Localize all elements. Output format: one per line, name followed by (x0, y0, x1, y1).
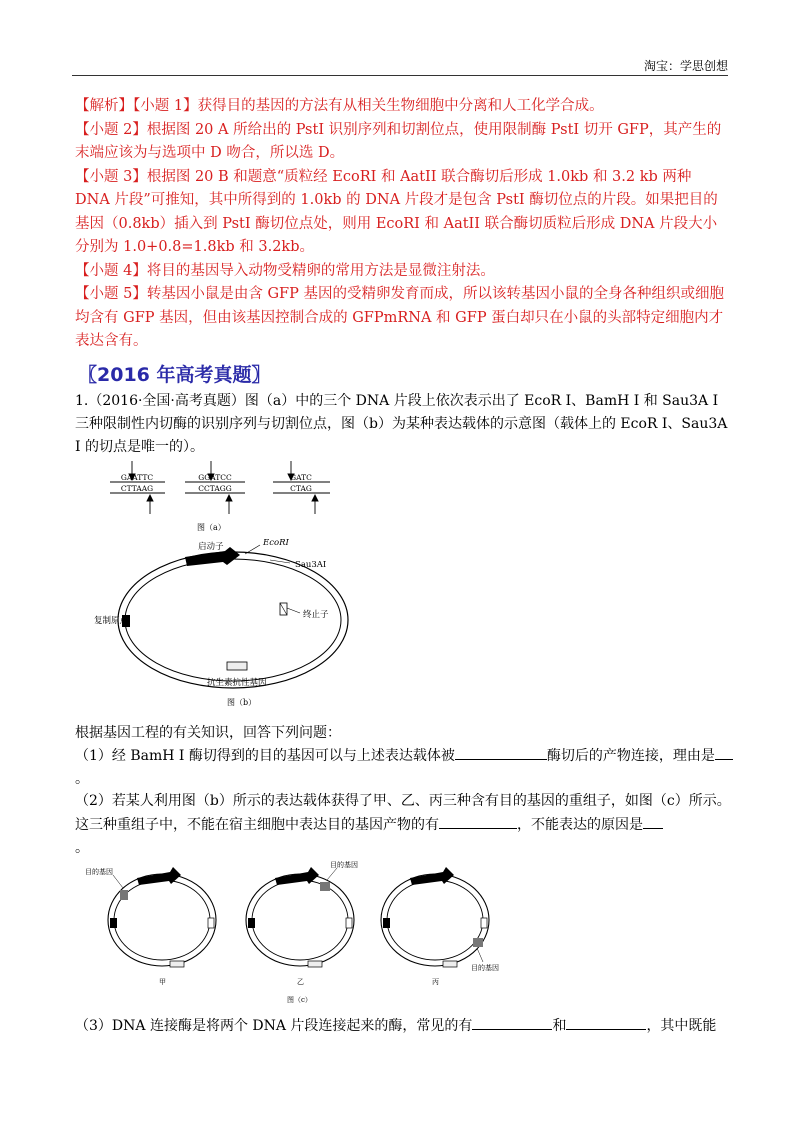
subquestion-2: （2）若某人利用图（b）所示的表达载体获得了甲、乙、丙三种含有目的基因的重组子，如图（c）所示。这三种重组子中，不能在宿主细胞中表达目的基因产物的有 ，不能表达的原因是 。 (75, 793, 731, 856)
gene-label-bing: 目的基因 (471, 964, 499, 972)
analysis-line-2: 【小题 2】根据图 20 A 所给出的 PstI 识别序列和切割位点，使用限制酶 PstI 切开 GFP，其产生的末端应该为与选项中 D 吻合，所以选 D。 (75, 121, 722, 161)
name-jia: 甲 (159, 978, 166, 986)
header-rule (72, 75, 728, 76)
label-terminator: 终止子 (303, 610, 329, 620)
name-bing: 丙 (432, 978, 439, 986)
seq-1-bottom: CTTAAG (120, 484, 154, 493)
gene-label-jia: 目的基因 (85, 868, 113, 876)
answer-blank-6[interactable] (566, 1014, 646, 1030)
label-sau3ai: Sau3AI (295, 560, 327, 570)
question-1-intro: 1.（2016·全国·高考真题）图（a）中的三个 DNA 片段上依次表示出了 EcoR I、BamH I 和 Sau3A I 三种限制性内切酶的识别序列与切割位点，图（b）为某种表达载体的示意图（载体上的 EcoR I、Sau3A I 的切点是唯一的）。 (75, 393, 728, 455)
answer-blank-1[interactable] (455, 744, 547, 760)
analysis-line-3: 【小题 3】根据图 20 B 和题意“质粒经 EcoRI 和 AatII 联合酶切后形成 1.0kb 和 3.2 kb 两种 DNA 片段”可推知，其中所得到的 1.0kb 的 DNA 片段才是包含 PstI 酶切位点的片段。如果把目的基因（0.8kb）插入到 PstI 酶切位点处，则用 EcoRI 和 AatII 联合酶切质粒后形成 DNA 片段大小分别为 1.0+0.8=1.8kb 和 3.2kb。 (75, 168, 718, 255)
label-origin: 复制原点 (94, 616, 129, 626)
seq-3-bottom: CTAG (290, 484, 312, 493)
answer-blank-5[interactable] (472, 1014, 552, 1030)
figure-a (105, 460, 345, 535)
label-ecori: EcoRI (263, 538, 289, 548)
figure-b (90, 535, 370, 715)
analysis-line-4: 【小题 4】将目的基因导入动物受精卵的常用方法是显微注射法。 (75, 262, 495, 279)
seq-3-top: GATC (290, 473, 312, 482)
answer-blank-4[interactable] (643, 813, 663, 829)
seq-2-top: GGATCC (198, 473, 232, 482)
analysis-block (75, 95, 729, 354)
answer-blank-2[interactable] (715, 744, 733, 760)
label-resistance: 抗生素抗性基因 (207, 678, 267, 688)
figure-b-caption: 图（b） (227, 698, 257, 707)
resistance-block (227, 662, 247, 670)
analysis-line-5: 【小题 5】转基因小鼠是由含 GFP 基因的受精卵发育而成，所以该转基因小鼠的全身各种组织或细胞均含有 GFP 基因，但由该基因控制合成的 GFPmRNA 和 GFP 蛋白却只在小鼠的头部特定细胞内才表达含有。 (75, 286, 724, 349)
name-yi: 乙 (297, 978, 304, 986)
seq-2-bottom: CCTAGG (198, 484, 232, 493)
label-promoter: 启动子 (198, 542, 224, 552)
figure-c-caption: 图（c） (287, 996, 312, 1004)
plasmid-yi (246, 860, 358, 986)
header-source-text: 淘宝：学思创想 (643, 59, 728, 73)
seq-1-top: GAATTC (120, 473, 154, 482)
plasmid-jia (85, 867, 216, 986)
section-title: 〖2016 年高考真题〗 (78, 364, 271, 386)
question-prompt: 根据基因工程的有关知识，回答下列问题： (75, 725, 341, 741)
subquestion-1: （1）经 BamH I 酶切得到的目的基因可以与上述表达载体被 酶切后的产物连接，理由是 。 (75, 744, 735, 791)
answer-blank-3[interactable] (439, 813, 517, 829)
plasmid-bing (381, 867, 499, 986)
analysis-line-1: 【解析】【小题 1】获得目的基因的方法有从相关生物细胞中分离和人工化学合成。 (75, 98, 604, 114)
subquestion-3: （3）DNA 连接酶是将两个 DNA 片段连接起来的酶，常见的有 和 ，其中既能 (75, 1014, 735, 1038)
figure-c (75, 860, 499, 1010)
figure-a-caption: 图（a） (197, 523, 226, 532)
gene-label-yi: 目的基因 (330, 861, 358, 869)
